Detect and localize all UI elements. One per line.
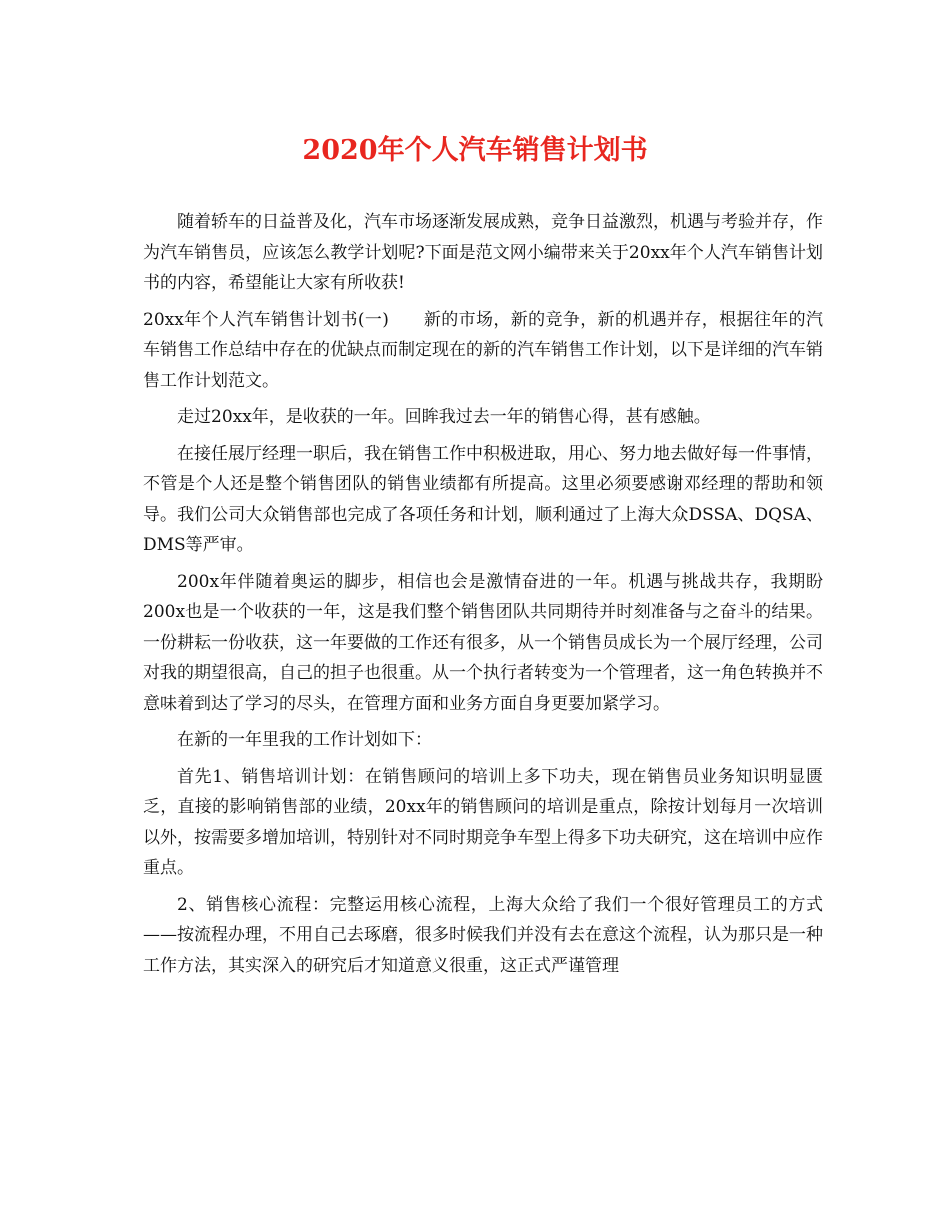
paragraph-core-process: 2、销售核心流程：完整运用核心流程，上海大众给了我们一个很好管理员工的方式——按流程办理，不用自己去琢磨，很多时候我们并没有去在意这个流程，认为那只是一种工作方法，其实深入的研究后才知道意义很重，这正式严谨管理: [143, 894, 823, 976]
paragraph-year-review: 走过20xx年，是收获的一年。回眸我过去一年的销售心得，甚有感触。: [177, 407, 711, 427]
document-title: 2020年个人汽车销售计划书: [302, 135, 648, 166]
paragraph-olympic-year: 200x年伴随着奥运的脚步，相信也会是激情奋进的一年。机遇与挑战共存，我期盼200x也是一个收获的一年，这是我们整个销售团队共同期待并时刻准备与之奋斗的结果。一份耕耘一份收获，这一年要做的工作还有很多，从一个销售员成长为一个展厅经理，公司对我的期望很高，自己的担子也很重。从一个执行者转变为一个管理者，这一角色转换并不意味着到达了学习的尽头，在管理方面和业务方面自身更要加紧学习。: [143, 571, 823, 714]
document-body: [143, 207, 823, 987]
paragraph-plan-heading: 20xx年个人汽车销售计划书(一) 新的市场，新的竞争，新的机遇并存，根据往年的汽车销售工作总结中存在的优缺点而制定现在的新的汽车销售工作计划，以下是详细的汽车销售工作计划范文。: [143, 309, 823, 391]
paragraph-manager-role: 在接任展厅经理一职后，我在销售工作中积极进取，用心、努力地去做好每一件事情，不管是个人还是整个销售团队的销售业绩都有所提高。这里必须要感谢邓经理的帮助和领导。我们公司大众销售部也完成了各项任务和计划，顺利通过了上海大众DSSA、DQSA、DMS等严审。: [143, 443, 823, 555]
paragraph-training-plan: 首先1、销售培训计划：在销售顾问的培训上多下功夫，现在销售员业务知识明显匮乏，直接的影响销售部的业绩，20xx年的销售顾问的培训是重点，除按计划每月一次培训以外，按需要多增加培训，特别针对不同时期竞争车型上得多下功夫研究，这在培训中应作重点。: [143, 766, 823, 878]
paragraph-intro: 随着轿车的日益普及化，汽车市场逐渐发展成熟，竞争日益激烈，机遇与考验并存，作为汽车销售员，应该怎么教学计划呢?下面是范文网小编带来关于20xx年个人汽车销售计划书的内容，希望能让大家有所收获!: [143, 212, 823, 293]
paragraph-plan-intro: 在新的一年里我的工作计划如下：: [177, 730, 432, 750]
